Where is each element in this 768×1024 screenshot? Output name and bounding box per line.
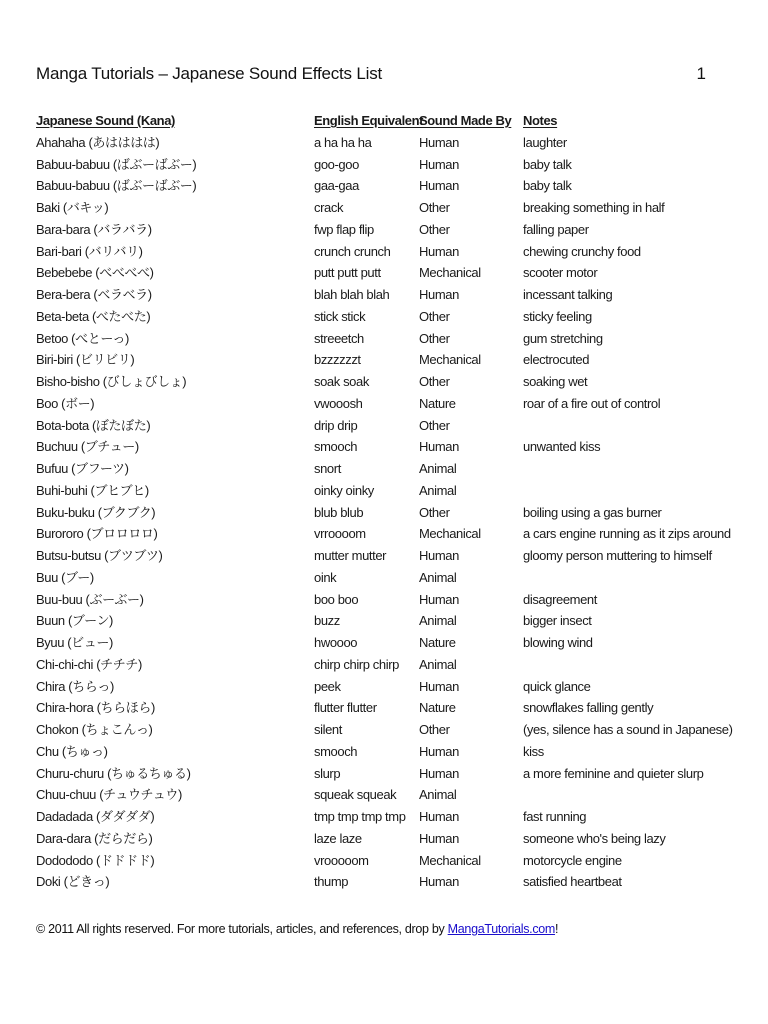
notes-cell: incessant talking: [523, 287, 613, 302]
japanese-sound-cell: Bara-bara (バラバラ): [36, 221, 152, 237]
notes-cell: disagreement: [523, 591, 597, 607]
table-row: [36, 328, 736, 350]
table-row: [36, 502, 736, 524]
english-equivalent-cell: silent: [314, 722, 342, 737]
english-equivalent-cell: smooch: [314, 743, 358, 759]
document-title: Manga Tutorials – Japanese Sound Effects List: [36, 64, 383, 83]
notes-cell: breaking something in half: [523, 200, 665, 215]
notes-cell: someone who's being lazy: [523, 830, 666, 846]
table-row: [36, 828, 736, 850]
table-row: [36, 741, 736, 763]
sound-made-by-cell: Animal: [419, 613, 457, 629]
english-equivalent-cell: smooch: [314, 439, 358, 455]
notes-cell: roar of a fire out of control: [523, 395, 661, 411]
english-equivalent-cell: gaa-gaa: [314, 178, 359, 194]
notes-cell: laughter: [523, 134, 567, 150]
japanese-sound-cell: Buku-buku (ブクブク): [36, 504, 156, 520]
english-equivalent-cell: vwooosh: [314, 395, 363, 411]
sound-made-by-cell: Animal: [419, 656, 457, 672]
japanese-sound-cell: Buu (ブー): [36, 569, 94, 585]
notes-cell: blowing wind: [523, 635, 593, 650]
table-body: [36, 132, 736, 893]
table-row: [36, 806, 736, 828]
english-equivalent-cell: buzz: [314, 613, 340, 629]
japanese-sound-cell: Bari-bari (バリバリ): [36, 243, 143, 259]
notes-cell: falling paper: [523, 221, 589, 237]
japanese-sound-cell: Buun (ブーン): [36, 613, 113, 629]
english-equivalent-cell: vrroooom: [314, 526, 366, 542]
sound-made-by-cell: Other: [419, 417, 450, 433]
sound-made-by-cell: Animal: [419, 569, 457, 585]
japanese-sound-cell: Betoo (べとーっ): [36, 330, 129, 346]
english-equivalent-cell: hwoooo: [314, 635, 358, 650]
english-equivalent-cell: streeetch: [314, 330, 364, 346]
japanese-sound-cell: Biri-biri (ビリビリ): [36, 352, 135, 368]
table-row: [36, 132, 736, 154]
notes-cell: gum stretching: [523, 330, 603, 346]
table-row: [36, 697, 736, 719]
mangatutorials-link[interactable]: MangaTutorials.com: [447, 922, 556, 936]
japanese-sound-cell: Churu-churu (ちゅるちゅる): [36, 765, 191, 781]
english-equivalent-cell: putt putt putt: [314, 265, 381, 281]
copyright-footer: [36, 922, 736, 936]
table-row: [36, 589, 736, 611]
sound-made-by-cell: Mechanical: [419, 352, 481, 368]
sound-made-by-cell: Other: [419, 722, 450, 737]
japanese-sound-cell: Bufuu (ブフーツ): [36, 461, 129, 476]
notes-cell: gloomy person muttering to himself: [523, 548, 712, 563]
table-row: [36, 393, 736, 415]
japanese-sound-cell: Dodododo (ドドドド): [36, 852, 155, 868]
japanese-sound-cell: Byuu (ビュー): [36, 635, 113, 650]
column-header-japanese-sound: Japanese Sound (Kana): [36, 113, 175, 128]
english-equivalent-cell: oinky oinky: [314, 482, 374, 498]
table-row: [36, 567, 736, 589]
english-equivalent-cell: snort: [314, 461, 341, 476]
english-equivalent-cell: crack: [314, 200, 344, 215]
page-number: 1: [696, 64, 706, 83]
english-equivalent-cell: blah blah blah: [314, 287, 390, 302]
sound-made-by-cell: Human: [419, 134, 459, 150]
footer-suffix: !: [555, 922, 559, 936]
english-equivalent-cell: flutter flutter: [314, 700, 377, 716]
japanese-sound-cell: Bota-bota (ぼたぼた): [36, 417, 151, 433]
japanese-sound-cell: Doki (どきっ): [36, 874, 110, 890]
sound-made-by-cell: Other: [419, 308, 450, 324]
sound-made-by-cell: Other: [419, 200, 450, 215]
column-header-english-equivalent: English Equivalent: [314, 113, 424, 128]
sound-made-by-cell: Other: [419, 374, 450, 389]
japanese-sound-cell: Babuu-babuu (ばぶーばぶー): [36, 178, 197, 194]
notes-cell: satisfied heartbeat: [523, 874, 622, 890]
japanese-sound-cell: Chu (ちゅっ): [36, 743, 108, 759]
notes-cell: a more feminine and quieter slurp: [523, 765, 704, 781]
japanese-sound-cell: Buchuu (ブチュー): [36, 439, 139, 455]
sound-made-by-cell: Human: [419, 874, 459, 890]
table-row: [36, 523, 736, 545]
table-row: [36, 197, 736, 219]
japanese-sound-cell: Chokon (ちょこんっ): [36, 722, 153, 737]
sound-made-by-cell: Human: [419, 743, 459, 759]
table-row: [36, 654, 736, 676]
japanese-sound-cell: Dara-dara (だらだら): [36, 830, 153, 846]
sound-made-by-cell: Other: [419, 504, 450, 520]
japanese-sound-cell: Bisho-bisho (びしょびしょ): [36, 374, 187, 389]
sound-made-by-cell: Nature: [419, 635, 456, 650]
english-equivalent-cell: chirp chirp chirp: [314, 656, 399, 672]
notes-cell: motorcycle engine: [523, 852, 622, 868]
notes-cell: kiss: [523, 743, 544, 759]
table-row: [36, 371, 736, 393]
sound-made-by-cell: Nature: [419, 700, 456, 716]
sound-made-by-cell: Animal: [419, 787, 457, 803]
column-header-sound-made-by: Sound Made By: [419, 113, 512, 128]
english-equivalent-cell: soak soak: [314, 374, 369, 389]
japanese-sound-cell: Dadadada (ダダダダ): [36, 809, 155, 824]
english-equivalent-cell: peek: [314, 678, 341, 694]
japanese-sound-cell: Buhi-buhi (ブヒブヒ): [36, 482, 149, 498]
sound-made-by-cell: Human: [419, 156, 459, 172]
notes-cell: electrocuted: [523, 352, 590, 368]
english-equivalent-cell: laze laze: [314, 830, 362, 846]
sound-made-by-cell: Animal: [419, 482, 457, 498]
page-header: [36, 64, 712, 86]
table-row: [36, 415, 736, 437]
english-equivalent-cell: tmp tmp tmp tmp: [314, 809, 406, 824]
sound-made-by-cell: Other: [419, 330, 450, 346]
sound-made-by-cell: Human: [419, 287, 459, 302]
japanese-sound-cell: Buu-buu (ぶーぶー): [36, 591, 144, 607]
english-equivalent-cell: bzzzzzzt: [314, 352, 361, 368]
sound-made-by-cell: Other: [419, 221, 450, 237]
japanese-sound-cell: Bebebebe (べべべべ): [36, 265, 154, 281]
table-row: [36, 480, 736, 502]
table-row: [36, 219, 736, 241]
japanese-sound-cell: Butsu-butsu (ブツブツ): [36, 548, 163, 563]
notes-cell: boiling using a gas burner: [523, 504, 662, 520]
english-equivalent-cell: thump: [314, 874, 349, 890]
table-row: [36, 610, 736, 632]
notes-cell: baby talk: [523, 156, 572, 172]
english-equivalent-cell: boo boo: [314, 591, 359, 607]
english-equivalent-cell: squeak squeak: [314, 787, 397, 803]
japanese-sound-cell: Baki (バキッ): [36, 200, 109, 215]
notes-cell: unwanted kiss: [523, 439, 601, 455]
sound-made-by-cell: Mechanical: [419, 265, 481, 281]
japanese-sound-cell: Boo (ボー): [36, 395, 95, 411]
notes-cell: bigger insect: [523, 613, 592, 629]
table-header-row: [36, 110, 736, 132]
sound-made-by-cell: Human: [419, 243, 459, 259]
japanese-sound-cell: Burororo (ブロロロロ): [36, 526, 158, 542]
footer-text: © 2011 All rights reserved. For more tutorials, articles, and references, drop by: [36, 922, 448, 936]
table-row: [36, 349, 736, 371]
notes-cell: sticky feeling: [523, 308, 592, 324]
english-equivalent-cell: mutter mutter: [314, 548, 387, 563]
notes-cell: soaking wet: [523, 374, 588, 389]
notes-cell: chewing crunchy food: [523, 243, 641, 259]
sound-made-by-cell: Nature: [419, 395, 456, 411]
notes-cell: (yes, silence has a sound in Japanese): [523, 722, 733, 737]
sound-made-by-cell: Human: [419, 765, 459, 781]
english-equivalent-cell: oink: [314, 569, 337, 585]
table-row: [36, 632, 736, 654]
japanese-sound-cell: Chuu-chuu (チュウチュウ): [36, 787, 182, 803]
table-row: [36, 871, 736, 893]
notes-cell: fast running: [523, 809, 587, 824]
table-row: [36, 545, 736, 567]
table-row: [36, 763, 736, 785]
notes-cell: scooter motor: [523, 265, 598, 281]
table-row: [36, 262, 736, 284]
table-row: [36, 850, 736, 872]
table-row: [36, 284, 736, 306]
notes-cell: baby talk: [523, 178, 572, 194]
english-equivalent-cell: goo-goo: [314, 156, 359, 172]
sound-made-by-cell: Human: [419, 809, 459, 824]
sound-made-by-cell: Animal: [419, 461, 457, 476]
sound-made-by-cell: Human: [419, 439, 459, 455]
english-equivalent-cell: slurp: [314, 765, 341, 781]
table-row: [36, 458, 736, 480]
table-row: [36, 241, 736, 263]
table-row: [36, 784, 736, 806]
sound-made-by-cell: Human: [419, 678, 459, 694]
sound-made-by-cell: Mechanical: [419, 852, 481, 868]
column-header-notes: Notes: [523, 113, 558, 128]
english-equivalent-cell: vrooooom: [314, 852, 369, 868]
english-equivalent-cell: a ha ha ha: [314, 134, 372, 150]
sound-effects-table: [36, 110, 736, 893]
japanese-sound-cell: Chira (ちらっ): [36, 678, 114, 694]
sound-made-by-cell: Human: [419, 591, 459, 607]
japanese-sound-cell: Chira-hora (ちらほら): [36, 700, 155, 716]
japanese-sound-cell: Bera-bera (ベラベラ): [36, 287, 152, 302]
japanese-sound-cell: Beta-beta (べたべた): [36, 308, 151, 324]
english-equivalent-cell: stick stick: [314, 308, 366, 324]
table-row: [36, 306, 736, 328]
english-equivalent-cell: crunch crunch: [314, 243, 391, 259]
table-row: [36, 436, 736, 458]
sound-made-by-cell: Mechanical: [419, 526, 481, 542]
table-row: [36, 676, 736, 698]
table-row: [36, 175, 736, 197]
notes-cell: a cars engine running as it zips around: [523, 526, 731, 542]
sound-made-by-cell: Human: [419, 830, 459, 846]
english-equivalent-cell: fwp flap flip: [314, 221, 374, 237]
japanese-sound-cell: Ahahaha (あはははは): [36, 134, 160, 150]
japanese-sound-cell: Chi-chi-chi (チチチ): [36, 656, 142, 672]
sound-made-by-cell: Human: [419, 178, 459, 194]
english-equivalent-cell: drip drip: [314, 417, 358, 433]
english-equivalent-cell: blub blub: [314, 504, 364, 520]
japanese-sound-cell: Babuu-babuu (ばぶーばぶー): [36, 156, 197, 172]
notes-cell: snowflakes falling gently: [523, 700, 654, 716]
table-row: [36, 719, 736, 741]
table-row: [36, 154, 736, 176]
notes-cell: quick glance: [523, 678, 591, 694]
sound-made-by-cell: Human: [419, 548, 459, 563]
